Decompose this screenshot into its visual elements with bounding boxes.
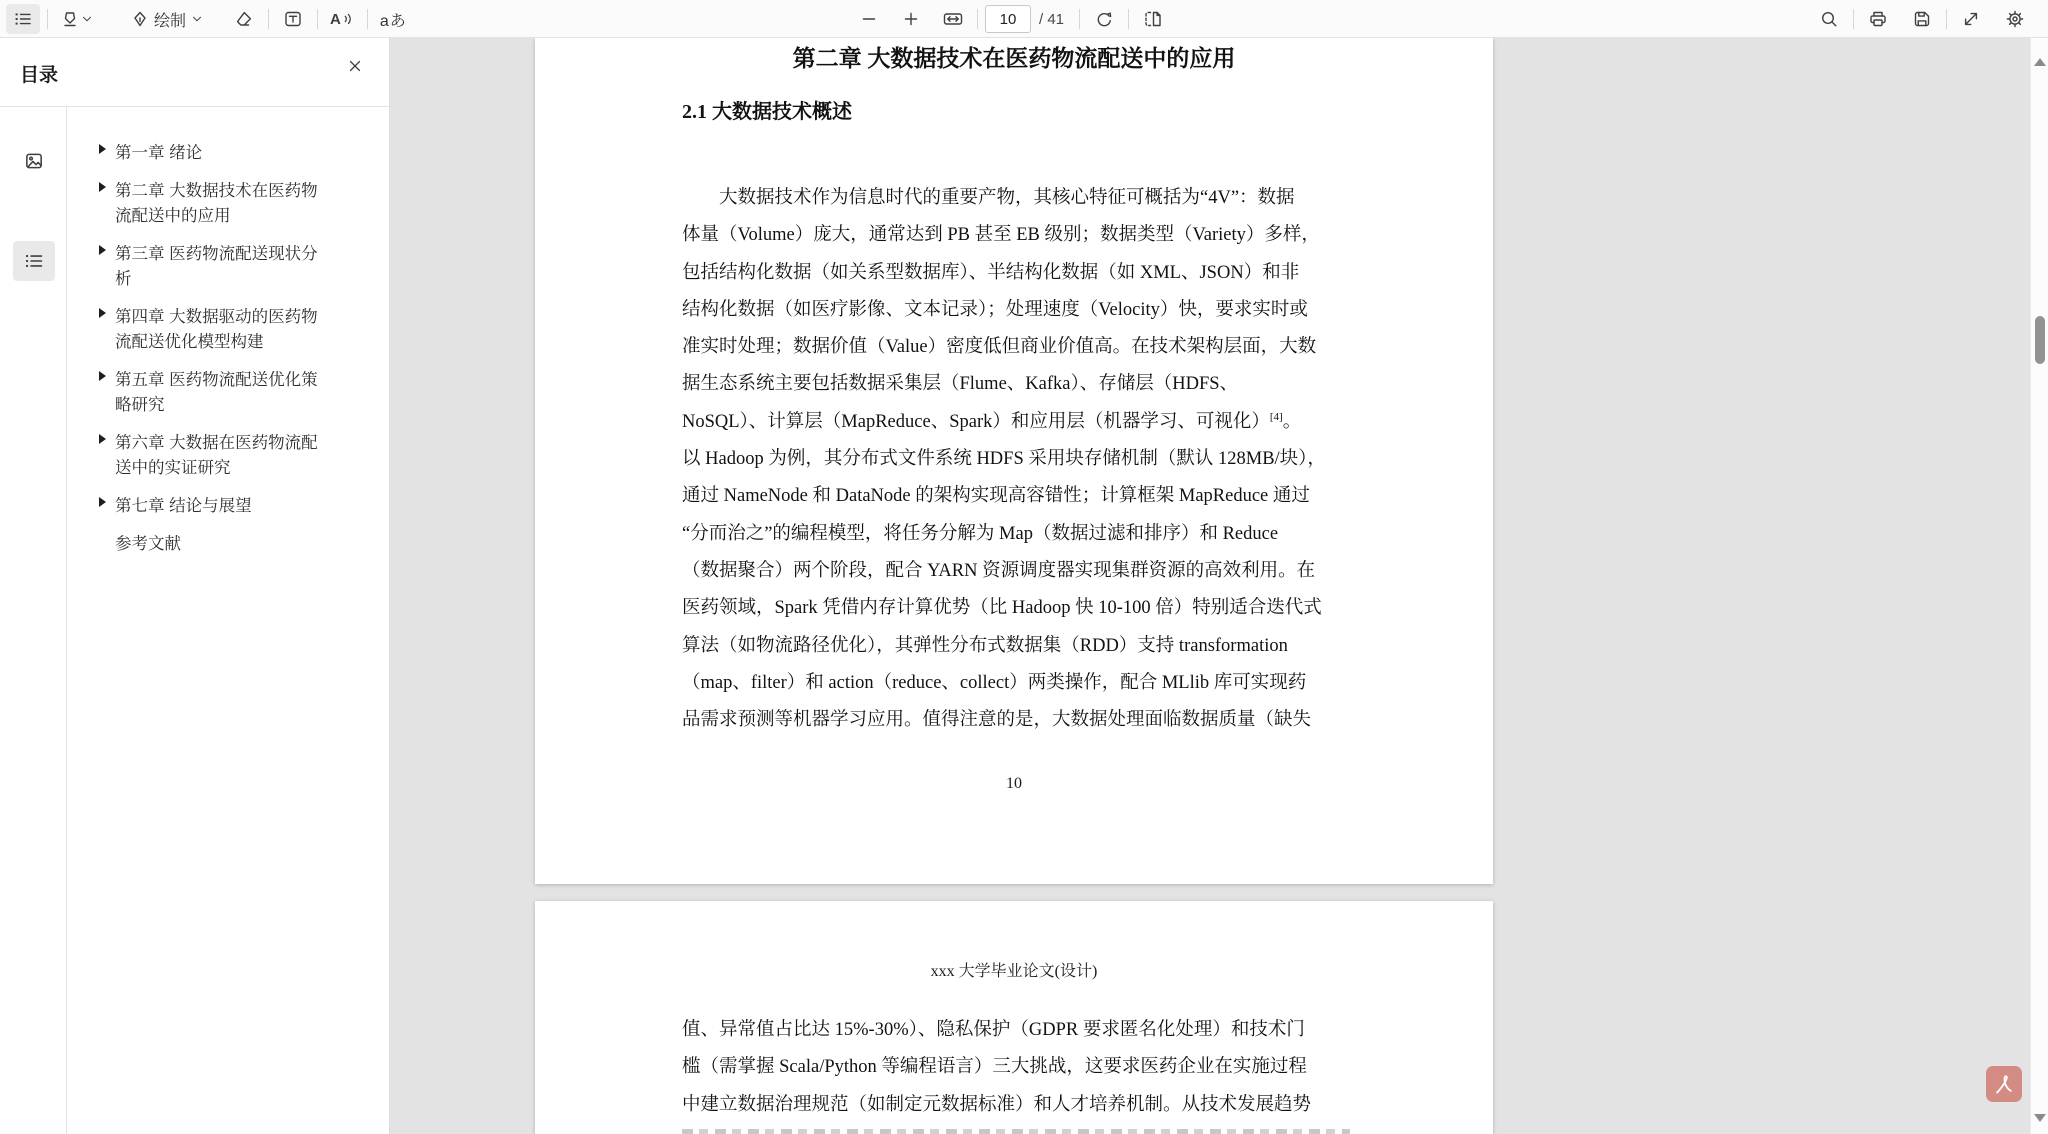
toolbar-divider (977, 9, 978, 29)
scroll-up-arrow[interactable] (2034, 58, 2046, 66)
pdf-page-10 (535, 38, 1493, 884)
text-line: 算法（如物流路径优化），其弹性分布式数据集（RDD）支持 transformation (682, 635, 1288, 656)
toc-item-label: 第七章 结论与展望 (115, 497, 252, 515)
close-sidebar-button[interactable] (339, 50, 371, 82)
rotate-button[interactable] (1087, 4, 1121, 34)
draw-button[interactable] (125, 4, 209, 34)
settings-button[interactable] (1998, 4, 2032, 34)
text-line: 准实时处理；数据价值（Value）密度低但商业价值高。在技术架构层面，大数 (682, 337, 1317, 358)
toolbar-divider (1853, 9, 1854, 29)
gear-icon (2005, 9, 2025, 29)
toc-item-label: 第五章 医药物流配送优化策略研究 (115, 371, 318, 414)
toolbar-divider (1079, 9, 1080, 29)
toc-item-label: 第一章 绪论 (115, 144, 203, 162)
toolbar-divider (1128, 9, 1129, 29)
toc-item[interactable] (99, 179, 389, 229)
open-in-acrobat-button[interactable] (1986, 1066, 2022, 1102)
sound-waves-icon (341, 10, 355, 28)
sidebar-rail (0, 107, 67, 1134)
text-line: 包括结构化数据（如关系型数据库）、半结构化数据（如 XML、JSON）和非 (682, 262, 1300, 283)
fit-to-width-button[interactable] (936, 4, 970, 34)
save-icon (1912, 9, 1932, 29)
toc-item-label: 第二章 大数据技术在医药物流配送中的应用 (115, 182, 318, 225)
sidebar-header (0, 38, 389, 107)
highlighter-button[interactable] (55, 4, 99, 34)
plus-icon (901, 9, 921, 29)
save-button[interactable] (1905, 4, 1939, 34)
toc-tab-button[interactable] (13, 241, 55, 281)
minus-icon (859, 9, 879, 29)
close-icon (346, 57, 364, 75)
toc-list-icon (13, 9, 33, 29)
expand-triangle-icon[interactable] (99, 497, 106, 507)
toc-item[interactable] (99, 494, 389, 519)
toc-item-label: 第六章 大数据在医药物流配送中的实证研究 (115, 434, 318, 477)
sidebar-title: 目录 (20, 65, 59, 86)
eraser-icon (234, 9, 254, 29)
scroll-down-arrow[interactable] (2034, 1114, 2046, 1122)
text-line: 品需求预测等机器学习应用。值得注意的是，大数据处理面临数据质量（缺失 (682, 710, 1312, 731)
text-line: 中建立数据治理规范（如制定元数据标准）和人才培养机制。从技术发展趋势 (682, 1094, 1312, 1115)
page-view-icon (1142, 9, 1164, 29)
toc-item-label: 第四章 大数据驱动的医药物流配送优化模型构建 (115, 308, 318, 351)
translate-icon: aあ (379, 12, 407, 30)
scrollbar-thumb[interactable] (2035, 316, 2045, 364)
section-heading: 2.1 大数据技术概述 (682, 101, 852, 123)
toc-item[interactable] (99, 532, 389, 557)
text-line: 大数据技术作为信息时代的重要产物，其核心特征可概括为“4V”：数据 (719, 188, 1295, 208)
read-aloud-icon: A (330, 10, 341, 28)
page-body-text (682, 1012, 1372, 1124)
expand-diagonal-icon (1961, 9, 1981, 29)
text-line: 值、异常值占比达 15%-30%）、隐私保护（GDPR 要求匿名化处理）和技术门 (682, 1020, 1305, 1040)
pdf-page-11 (535, 901, 1493, 1134)
print-button[interactable] (1861, 4, 1895, 34)
toolbar-divider (317, 9, 318, 29)
draw-button-label: 绘制 (154, 12, 187, 30)
toolbar-divider (268, 9, 269, 29)
search-button[interactable] (1812, 4, 1846, 34)
thumbnails-icon (23, 150, 45, 172)
pen-icon (130, 9, 150, 29)
toc-item[interactable] (99, 368, 389, 418)
clipped-text-line (682, 1129, 1350, 1134)
toc-item[interactable] (99, 141, 389, 166)
toc-item-label: 第三章 医药物流配送现状分析 (115, 245, 318, 288)
adobe-acrobat-icon (1992, 1072, 2016, 1096)
toc-item-label: 参考文献 (115, 535, 181, 553)
chevron-down-icon (190, 12, 204, 26)
highlighter-icon (60, 9, 80, 29)
eraser-button[interactable] (227, 4, 261, 34)
pdf-toolbar (0, 0, 2048, 38)
print-icon (1868, 9, 1888, 29)
zoom-in-button[interactable] (894, 4, 928, 34)
text-box-icon (283, 9, 303, 29)
toc-item[interactable] (99, 431, 389, 481)
translate-button[interactable] (375, 4, 412, 34)
toc-item[interactable] (99, 242, 389, 292)
fullscreen-button[interactable] (1954, 4, 1988, 34)
page-view-button[interactable] (1136, 4, 1170, 34)
expand-triangle-icon[interactable] (99, 371, 106, 381)
fit-width-icon (942, 9, 964, 29)
text-line: 据生态系统主要包括数据采集层（Flume、Kafka）、存储层（HDFS、 (682, 374, 1239, 395)
toc-item[interactable] (99, 305, 389, 355)
expand-triangle-icon[interactable] (99, 245, 106, 255)
text-line: 以 Hadoop 为例，其分布式文件系统 HDFS 采用块存储机制（默认 128MB/块）， (682, 449, 1326, 470)
rotate-icon (1094, 9, 1114, 29)
toc-list (67, 107, 389, 1134)
toc-toggle-button[interactable] (6, 4, 40, 34)
expand-triangle-icon[interactable] (99, 434, 106, 444)
toolbar-divider (1946, 9, 1947, 29)
text-line: 医药领域，Spark 凭借内存计算优势（比 Hadoop 快 10-100 倍）特别适合迭代式 (682, 598, 1322, 619)
search-icon (1819, 9, 1839, 29)
page-count-label: / 41 (1039, 10, 1065, 28)
toc-list-icon (23, 250, 45, 272)
text-line: （数据聚合）两个阶段，配合 YARN 资源调度器实现集群资源的高效利用。在 (682, 560, 1316, 581)
text-line: NoSQL）、计算层（MapReduce、Spark）和应用层（机器学习、可视化）[4]。 (682, 410, 1302, 432)
read-aloud-button[interactable] (325, 4, 360, 34)
thumbnails-tab-button[interactable] (13, 141, 55, 181)
toc-sidebar (0, 38, 390, 1134)
text-line: 槛（需掌握 Scala/Python 等编程语言）三大挑战，这要求医药企业在实施过程 (682, 1057, 1307, 1078)
expand-triangle-icon[interactable] (99, 182, 106, 192)
text-line: 体量（Volume）庞大，通常达到 PB 甚至 EB 级别；数据类型（Variety）多样， (682, 225, 1320, 246)
chevron-down-icon (80, 12, 94, 26)
text-line: “分而治之”的编程模型，将任务分解为 Map（数据过滤和排序）和 Reduce (682, 523, 1279, 544)
page-body-text (682, 180, 1372, 739)
page-number-footer: 10 (1006, 775, 1022, 792)
zoom-out-button[interactable] (852, 4, 886, 34)
add-text-button[interactable] (276, 4, 310, 34)
page-number-input[interactable] (985, 5, 1031, 33)
citation-ref: [4] (1269, 410, 1283, 423)
running-header: xxx 大学毕业论文(设计) (930, 963, 1098, 980)
expand-triangle-icon[interactable] (99, 308, 106, 318)
toolbar-divider (367, 9, 368, 29)
text-line: （map、filter）和 action（reduce、collect）两类操作，配合 MLlib 库可实现药 (682, 672, 1307, 693)
toolbar-divider (47, 9, 48, 29)
chapter-title: 第二章 大数据技术在医药物流配送中的应用 (792, 46, 1236, 71)
expand-triangle-icon[interactable] (99, 144, 106, 154)
text-line: 通过 NameNode 和 DataNode 的架构实现高容错性；计算框架 MapReduce 通过 (682, 486, 1310, 507)
text-line: 结构化数据（如医疗影像、文本记录）；处理速度（Velocity）快，要求实时或 (682, 299, 1308, 320)
vertical-scrollbar[interactable] (2030, 38, 2048, 1134)
